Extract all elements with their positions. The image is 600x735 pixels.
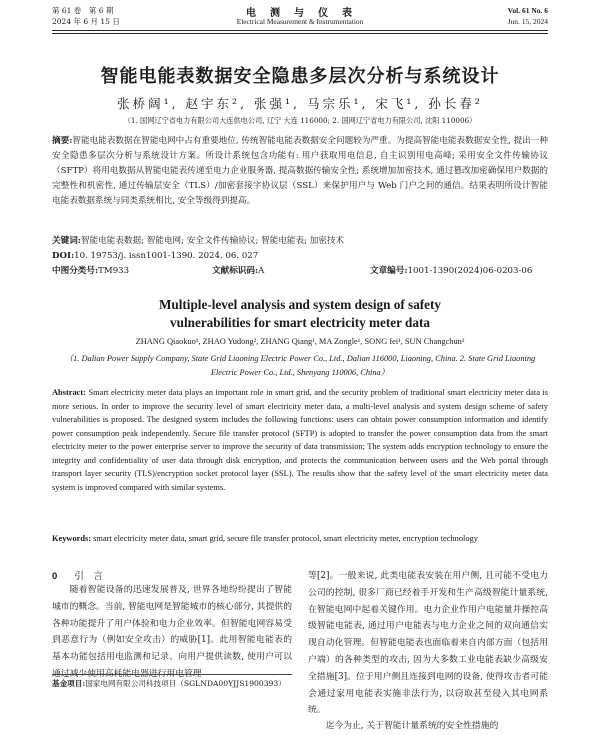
section-number: 0: [52, 571, 58, 582]
intro-left-column: [52, 568, 292, 683]
authors-en: ZHANG Qiaokuo¹, ZHAO Yudong², ZHANG Qiang¹, MA Zongle¹, SONG fei¹, SUN Changchun²: [135, 337, 465, 346]
article-number: 文章编号:1001-1390(2024)06-0203-06: [370, 266, 533, 276]
paper-title-cn: 智能电能表数据安全隐患多层次分析与系统设计: [100, 66, 500, 87]
intro-right-tail: 迄今为止, 关于智能计量系统的安全性措施的: [325, 721, 499, 731]
header-volume-cn: 第 61 卷 第 6 期: [52, 6, 114, 15]
keywords-cn-label: 关键词:: [52, 236, 81, 246]
footnote: [52, 678, 292, 689]
abstract-en: [52, 386, 548, 494]
intro-right-column: [308, 568, 548, 735]
header-date-cn: 2024 年 6 月 15 日: [52, 17, 120, 26]
keywords-en-text: smart electricity meter data, smart grid, secure file transfer protocol, smart electricity meter, encryption technology: [93, 534, 478, 543]
doi-line: [52, 249, 548, 264]
keywords-cn: [52, 234, 548, 249]
affiliation-cn: （1. 国网辽宁省电力有限公司大连供电公司, 辽宁 大连 116000; 2. 国网辽宁省电力有限公司, 沈阳 110006）: [123, 116, 477, 125]
abstract-en-text: Smart electricity meter data plays an important role in smart grid, and the security problem of traditional smart electricity meter data is more serious. In order to improve the security level of smart electricity meter data, a multi-level analysis and system design scheme of safety vulnerabilities is proposed. The designed system includes the following functions: users can obtain power consumption information and identify power consumption peak independently. Secure file transfer protocol (SFTP) is adopted to transfer the power consumption data from the smart electricity meter to the power enterprise server to improve the security of data transmission; The system adds encryption technology to ensure the integrity and confidentiality of user data through disk encryption, and protects the communication between users and the Web portal through transport layer security (TLS)/encryption socket protocol layer (SSL). The results show that the safety level of the smart electricity meter data system is improved compared with similar systems.: [52, 388, 549, 492]
abstract-cn-text: 智能电能表数据在智能电网中占有重要地位, 传统智能电能表数据安全问题较为严重。为提高智能电能表数据安全性, 提出一种安全隐患多层次分析与系统设计方案。所设计系统包含功能有: 用户获取用电信息, 自主识别用电高峰; 采用安全文件传输协议（SFTP）将用电数据从智能电能表传递至电力企业服务器, 提高数据传输安全性; 系统增加加密技术, 通过篡改加密确保用户数据的完整性和机密性, 通过传输层安全（TLS）/加密套接字协议层（SSL）来保护用户与 Web 门户之间的通信。结果表明所设计智能电能表数据系统与同类系统相比, 安全等级得到提高。: [52, 136, 548, 206]
section-title: 引 言: [74, 571, 103, 582]
keywords-en: [52, 532, 548, 546]
header-volume-en: Vol. 61 No. 6: [507, 6, 548, 15]
header-rule-thin: [52, 33, 548, 34]
keywords-en-label: Keywords:: [52, 534, 92, 543]
footnote-rule: [52, 674, 292, 675]
footnote-text: 国家电网有限公司科技项目（SGLNDA00YJJS1900393）: [85, 679, 286, 688]
affiliation-en: （1. Dalian Power Supply Company, State Grid Liaoning Electric Power Co., Ltd., Dalian 116000, Liaoning, China. 2. State Grid Liaoning Electric Power Co., Ltd., Shenyang 110006, China）: [64, 354, 536, 377]
section-heading: [52, 568, 292, 582]
document-code: 文献标识码:A: [212, 266, 265, 276]
authors-cn: 张桥阔¹, 赵宇东², 张强¹, 马宗乐¹, 宋飞¹, 孙长春²: [117, 96, 483, 111]
intro-left-text: 随着智能设备的迅速发展普及, 世界各地纷纷提出了智能城市的概念。当前, 智能电网是智能城市的核心部分, 其提供的各种功能提升了用户体验和电力企业效率。但智能电网容易受到恶意行为（例如安全攻击）的威胁[1]。此用智能电能表的基本功能包括用电监测和记录、向用户提供读数, 使用户可以通过减少使用高耗能电器进行用电管理: [52, 585, 292, 679]
doi-text: 10. 19753/j. issn1001-1390. 2024. 06. 027: [74, 251, 259, 261]
keywords-cn-text: 智能电能表数据; 智能电网; 安全文件传输协议; 智能电能表; 加密技术: [80, 236, 345, 246]
header-journal-en: Electrical Measurement & Instrumentation: [236, 17, 364, 26]
header-journal-cn: 电 测 与 仪 表: [246, 8, 354, 19]
abstract-en-label: Abstract:: [52, 388, 86, 397]
header-rule-thick: [52, 30, 548, 31]
abstract-cn-label: 摘要:: [52, 136, 73, 146]
paper-title-en: Multiple-level analysis and system design of safety vulnerabilities for smart electricity meter data: [158, 297, 442, 330]
doi-label: DOI:: [52, 251, 75, 261]
header-date-en: Jun. 15, 2024: [507, 17, 548, 26]
abstract-cn: [52, 134, 548, 209]
intro-right-text: 等[2]。一般来说, 此类电能表安装在用户侧, 且可能不受电力公司的控制, 很多厂商已经着手开发和生产高级智能计量系统, 在智能电网中起着关键作用。电力企业作用户电能量并操控高级智能电能表, 通过用户电能表与电力企业之间的双向通信实现自动化管理。但智能电能表也面临着来自内部方面（包括用户端）的各种类型的攻击, 因为大多数工业电能表缺少高级安全措施[3]。位于用户侧且连接到电网的设备, 使得攻击者可能会通过家用电能表实施非法行为, 以窃取甚至侵入其电网系统。: [308, 571, 548, 716]
footnote-label: 基金项目:: [52, 679, 86, 688]
clc-number: 中图分类号:TM933: [52, 266, 130, 276]
